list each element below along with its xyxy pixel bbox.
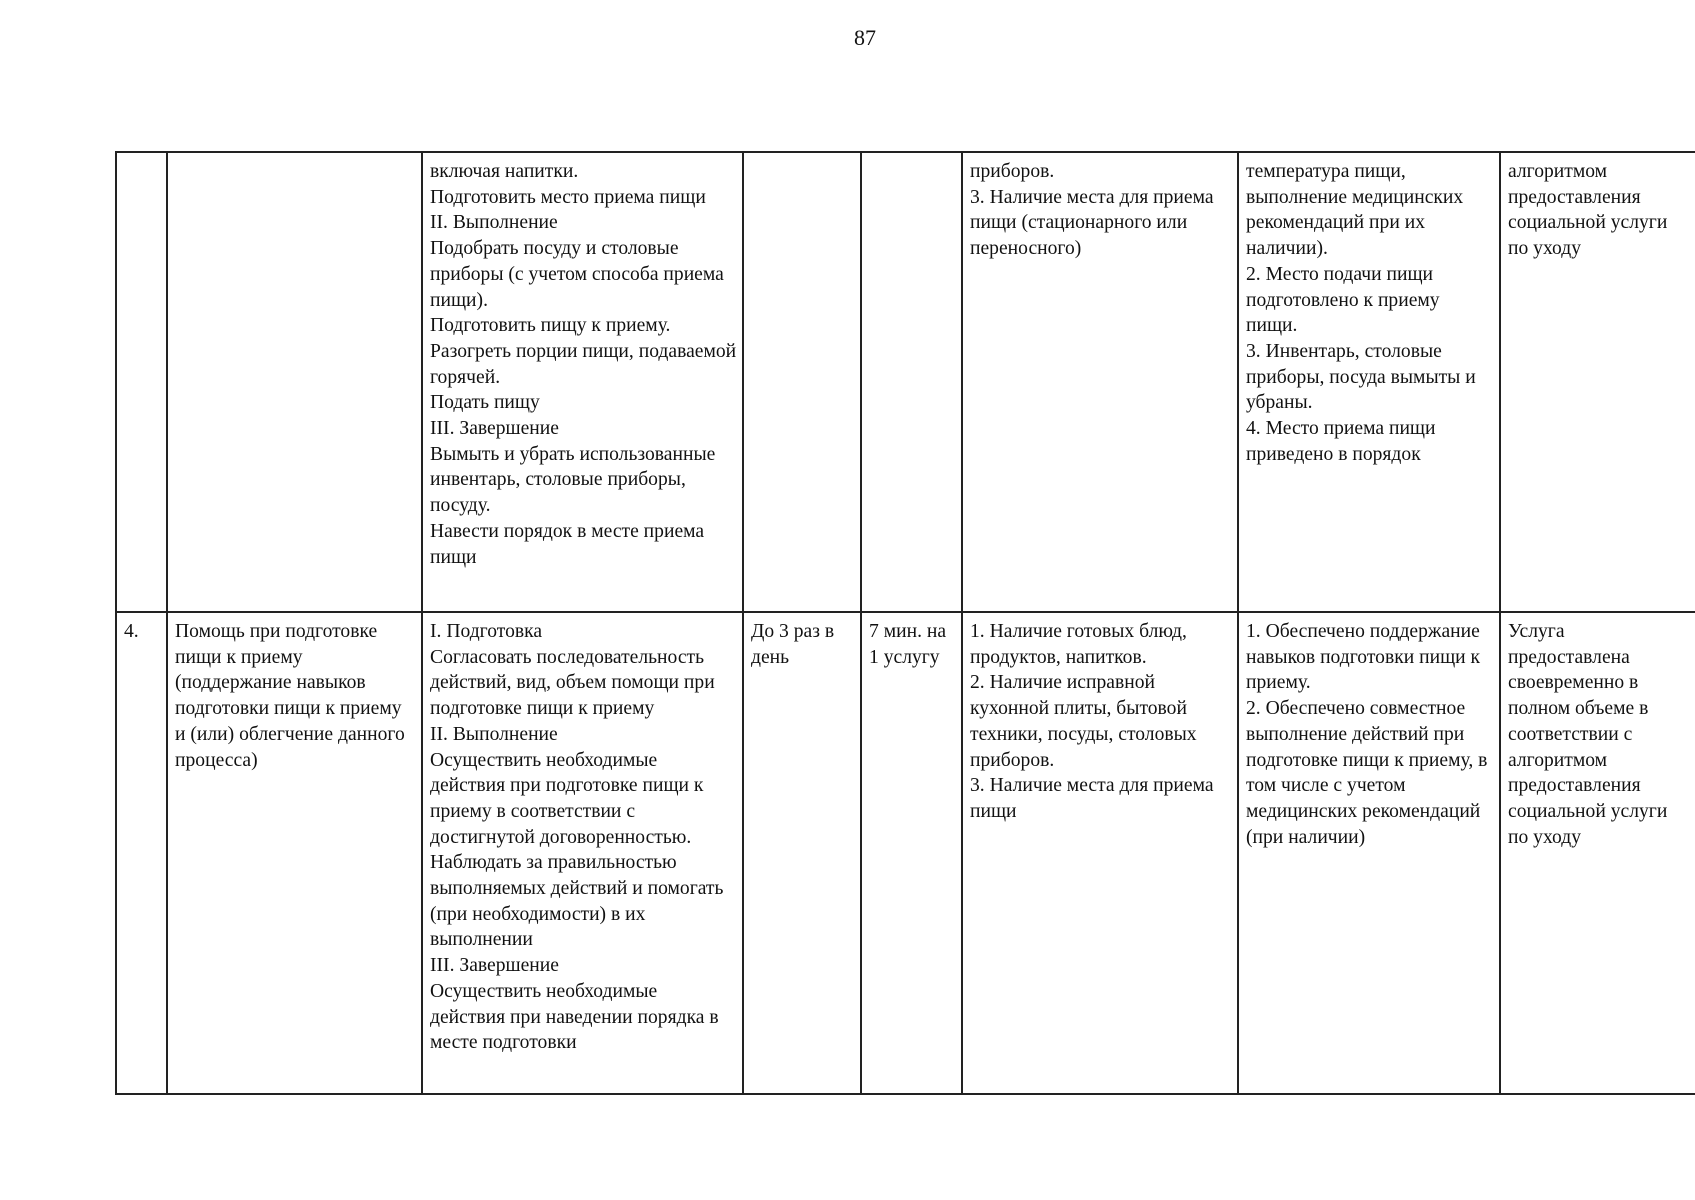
service-steps-cell: I. Подготовка Согласовать последовательность действий, вид, объем помощи при подготовке пищи к приему II. Выполнение Осуществить необходимые действия при подготовке пищи к приему в соответствии с достигнутой договоренностью. Наблюдать за правильностью выполняемых действий и помогать (при необходимости) в их выполнении III. Завершение Осуществить необходимые действия при наведении порядка в месте подготовки — [422, 612, 743, 1094]
table-row-4 — [116, 612, 1695, 1094]
table-row-continued — [116, 152, 1695, 612]
conditions-cell: приборов. 3. Наличие места для приема пищи (стационарного или переносного) — [962, 152, 1238, 612]
evaluation-cell: алгоритмом предоставления социальной услуги по уходу — [1500, 152, 1695, 612]
service-name-cell: Помощь при подготовке пищи к приему (поддержание навыков подготовки пищи к приему и (или) облегчение данного процесса) — [167, 612, 422, 1094]
duration-cell: 7 мин. на 1 услугу — [861, 612, 962, 1094]
service-name-cell — [167, 152, 422, 612]
service-steps-cell: включая напитки. Подготовить место приема пищи II. Выполнение Подобрать посуду и столовые приборы (с учетом способа приема пищи). Подготовить пищу к приему. Разогреть порции пищи, подаваемой горячей. Подать пищу III. Завершение Вымыть и убрать использованные инвентарь, столовые приборы, посуду. Навести порядок в месте приема пищи — [422, 152, 743, 612]
evaluation-cell: Услуга предоставлена своевременно в полном объеме в соответствии с алгоритмом предоставления социальной услуги по уходу — [1500, 612, 1695, 1094]
results-cell: температура пищи, выполнение медицинских рекомендаций при их наличии). 2. Место подачи пищи подготовлено к приему пищи. 3. Инвентарь, столовые приборы, посуда вымыты и убраны. 4. Место приема пищи приведено в порядок — [1238, 152, 1500, 612]
row-number-cell — [116, 152, 167, 612]
duration-cell — [861, 152, 962, 612]
service-standards-table — [115, 151, 1695, 1095]
conditions-cell: 1. Наличие готовых блюд, продуктов, напитков. 2. Наличие исправной кухонной плиты, бытовой техники, посуды, столовых приборов. 3. Наличие места для приема пищи — [962, 612, 1238, 1094]
frequency-cell: До 3 раз в день — [743, 612, 861, 1094]
page-number: 87 — [854, 25, 876, 50]
frequency-cell — [743, 152, 861, 612]
results-cell: 1. Обеспечено поддержание навыков подготовки пищи к приему. 2. Обеспечено совместное выполнение действий при подготовке пищи к приему, в том числе с учетом медицинских рекомендаций (при наличии) — [1238, 612, 1500, 1094]
row-number-cell: 4. — [116, 612, 167, 1094]
